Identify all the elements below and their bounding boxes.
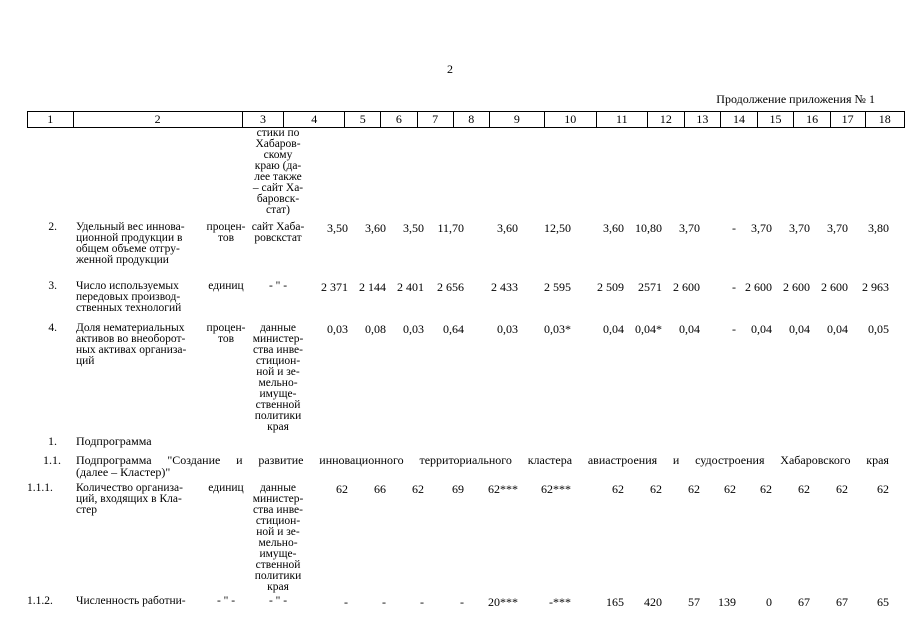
value-cell: 2 144 xyxy=(359,280,386,294)
row-name: Удельный вес иннова- ционной продукции в общем объеме отгру- женной продукции xyxy=(76,221,185,266)
row-name: Численность работни- xyxy=(76,595,186,607)
title-word: инновационного xyxy=(319,453,404,467)
col-header: 8 xyxy=(453,112,489,128)
value-cell: - xyxy=(732,322,736,336)
row-name: Количество организа- ций, входящих в Кла- стер xyxy=(76,482,183,516)
title-word: развитие xyxy=(258,453,304,467)
value-cell: 62 xyxy=(724,482,736,496)
value-cell: 420 xyxy=(644,595,662,609)
value-cell: 0,05 xyxy=(868,322,889,336)
value-cell: 62 xyxy=(760,482,772,496)
row-number: 3. xyxy=(48,280,57,292)
value-cell: 62 xyxy=(836,482,848,496)
value-cell: 2 600 xyxy=(783,280,810,294)
value-cell: 0,04 xyxy=(827,322,848,336)
value-cell: 2 509 xyxy=(597,280,624,294)
row-source: данные министер- ства инве- стицион- ной и зе- мельно- имуще- ственной политики края xyxy=(252,482,304,593)
value-cell: 2 371 xyxy=(321,280,348,294)
value-cell: 62*** xyxy=(541,482,571,496)
value-cell: 2 600 xyxy=(745,280,772,294)
row-number: 1.1.2. xyxy=(27,595,53,607)
value-cell: 10,80 xyxy=(635,221,662,235)
row-source: - " - xyxy=(268,280,288,292)
value-cell: 0,04 xyxy=(789,322,810,336)
value-cell: 11,70 xyxy=(437,221,464,235)
value-cell: 3,50 xyxy=(403,221,424,235)
value-cell: 65 xyxy=(877,595,889,609)
continuation-label: Продолжение приложения № 1 xyxy=(716,92,875,106)
col-header: 7 xyxy=(417,112,453,128)
value-cell: -*** xyxy=(549,595,571,609)
value-cell: 0,04* xyxy=(635,322,662,336)
value-cell: 67 xyxy=(836,595,848,609)
value-cell: 3,70 xyxy=(789,221,810,235)
value-cell: 2 963 xyxy=(862,280,889,294)
subprogram-1-1-title-line2: (далее – Кластер)" xyxy=(76,465,171,479)
value-cell: 20*** xyxy=(488,595,518,609)
value-cell: 62 xyxy=(688,482,700,496)
row-name: Число используемых передовых производ- ственных технологий xyxy=(76,280,182,314)
value-cell: - xyxy=(732,280,736,294)
value-cell: 0,04 xyxy=(679,322,700,336)
row-unit: единиц xyxy=(208,482,244,494)
value-cell: 62 xyxy=(412,482,424,496)
title-word: судостроения xyxy=(695,453,765,467)
col-header: 6 xyxy=(381,112,417,128)
value-cell: 0 xyxy=(766,595,772,609)
col-header: 17 xyxy=(830,112,865,128)
subprogram-1-1-number: 1.1. xyxy=(43,453,61,467)
col-header: 10 xyxy=(544,112,596,128)
subprogram-1-1-title xyxy=(76,454,889,466)
value-cell: 3,60 xyxy=(497,221,518,235)
col-header: 4 xyxy=(284,112,345,128)
col-header: 5 xyxy=(345,112,381,128)
title-word: Подпрограмма xyxy=(76,453,152,467)
value-cell: 0,08 xyxy=(365,322,386,336)
value-cell: - xyxy=(420,595,424,609)
value-cell: - xyxy=(732,221,736,235)
row-unit: - " - xyxy=(216,595,236,607)
col-header: 9 xyxy=(489,112,544,128)
value-cell: 62 xyxy=(798,482,810,496)
value-cell: - xyxy=(382,595,386,609)
title-word: края xyxy=(866,453,889,467)
value-cell: 0,03 xyxy=(497,322,518,336)
value-cell: 0,04 xyxy=(751,322,772,336)
row-number: 4. xyxy=(48,322,57,334)
title-word: и xyxy=(236,453,243,467)
title-word: "Создание xyxy=(167,453,221,467)
col-header: 11 xyxy=(596,112,648,128)
subprogram-number: 1. xyxy=(48,434,57,448)
value-cell: 2571 xyxy=(638,280,662,294)
value-cell: 3,50 xyxy=(327,221,348,235)
value-cell: 3,70 xyxy=(751,221,772,235)
row-source: сайт Хаба- ровскстат xyxy=(251,221,305,244)
value-cell: 165 xyxy=(606,595,624,609)
value-cell: 3,60 xyxy=(603,221,624,235)
row-source: данные министер- ства инве- стицион- ной и зе- мельно- имуще- ственной политики края xyxy=(252,322,304,433)
value-cell: 57 xyxy=(688,595,700,609)
row-number: 2. xyxy=(48,221,57,233)
value-cell: 62 xyxy=(877,482,889,496)
value-cell: 0,04 xyxy=(603,322,624,336)
title-word: авиастроения xyxy=(587,453,658,467)
col-header: 18 xyxy=(865,112,905,128)
title-word: и xyxy=(672,453,680,467)
value-cell: 0,03 xyxy=(403,322,424,336)
carryover-source: стики по Хабаров- скому краю (да- лее также – сайт Ха- баровск- стат) xyxy=(252,127,304,216)
title-word: Хабаровского xyxy=(780,453,851,467)
value-cell: - xyxy=(460,595,464,609)
value-cell: 3,80 xyxy=(868,221,889,235)
value-cell: 0,64 xyxy=(443,322,464,336)
value-cell: 62*** xyxy=(488,482,518,496)
value-cell: 66 xyxy=(374,482,386,496)
value-cell: 139 xyxy=(718,595,736,609)
value-cell: 62 xyxy=(612,482,624,496)
value-cell: 2 401 xyxy=(397,280,424,294)
value-cell: - xyxy=(344,595,348,609)
row-number: 1.1.1. xyxy=(27,482,53,494)
value-cell: 67 xyxy=(798,595,810,609)
value-cell: 69 xyxy=(452,482,464,496)
col-header: 14 xyxy=(721,112,758,128)
col-header: 16 xyxy=(794,112,831,128)
title-word: кластера xyxy=(527,453,573,467)
title-word: территориального xyxy=(419,453,512,467)
value-cell: 2 433 xyxy=(491,280,518,294)
col-header: 13 xyxy=(684,112,721,128)
row-name: Доля нематериальных активов во внеоборот- ных активах организа- ций xyxy=(76,322,187,367)
col-header: 3 xyxy=(242,112,284,128)
value-cell: 2 600 xyxy=(821,280,848,294)
value-cell: 62 xyxy=(336,482,348,496)
row-unit: процен- тов xyxy=(206,322,246,345)
header-row xyxy=(27,111,905,128)
value-cell: 3,70 xyxy=(827,221,848,235)
value-cell: 3,70 xyxy=(679,221,700,235)
value-cell: 2 595 xyxy=(544,280,571,294)
row-source: - " - xyxy=(268,595,288,607)
col-header: 1 xyxy=(28,112,74,128)
row-unit: единиц xyxy=(208,280,244,292)
value-cell: 12,50 xyxy=(544,221,571,235)
value-cell: 0,03* xyxy=(544,322,571,336)
subprogram-label: Подпрограмма xyxy=(76,434,152,448)
value-cell: 2 600 xyxy=(673,280,700,294)
col-header: 12 xyxy=(648,112,685,128)
page-number: 2 xyxy=(447,62,453,76)
value-cell: 0,03 xyxy=(327,322,348,336)
col-header: 2 xyxy=(73,112,242,128)
col-header: 15 xyxy=(757,112,794,128)
value-cell: 3,60 xyxy=(365,221,386,235)
row-unit: процен- тов xyxy=(206,221,246,244)
value-cell: 62 xyxy=(650,482,662,496)
value-cell: 2 656 xyxy=(437,280,464,294)
